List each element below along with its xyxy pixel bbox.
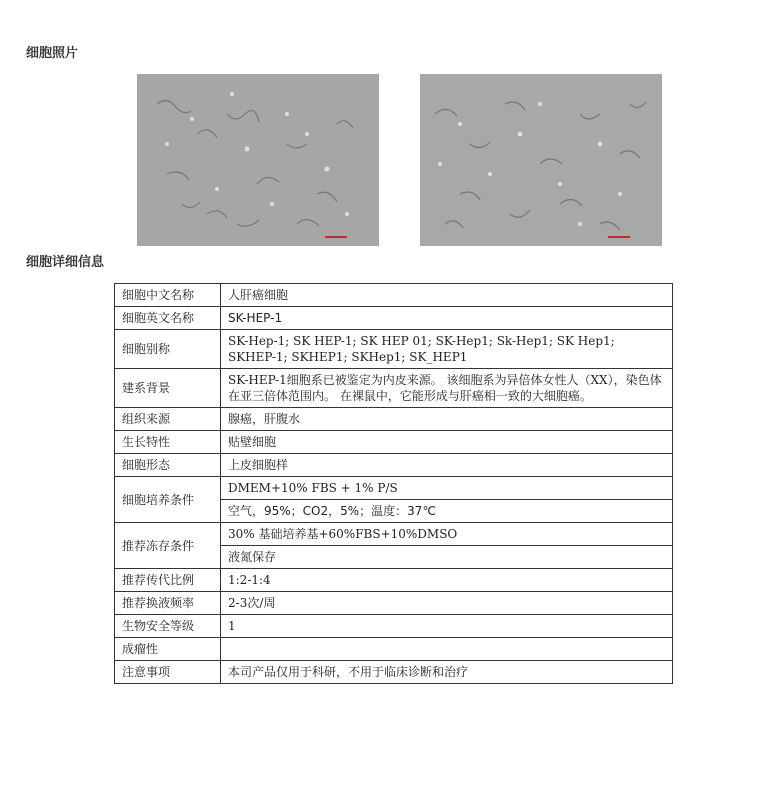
row-value: 腺癌，肝腹水 xyxy=(221,408,673,431)
row-value: SK-HEP-1细胞系已被鉴定为内皮来源。 该细胞系为异倍体女性人（XX），染色体在亚三倍体范围内。 在裸鼠中，它能形成与肝癌相一致的大细胞癌。 xyxy=(221,369,673,408)
row-value: DMEM+10% FBS + 1% P/S xyxy=(221,477,673,500)
table-row xyxy=(115,408,673,431)
row-label: 组织来源 xyxy=(115,408,221,431)
row-value: SK-HEP-1 xyxy=(221,307,673,330)
row-label: 细胞培养条件 xyxy=(115,477,221,523)
table-row xyxy=(115,569,673,592)
row-label: 细胞别称 xyxy=(115,330,221,369)
section-title-photos: 细胞照片 xyxy=(26,46,79,61)
table-row xyxy=(115,330,673,369)
row-label: 细胞英文名称 xyxy=(115,307,221,330)
row-label: 细胞形态 xyxy=(115,454,221,477)
row-value: 1:2-1:4 xyxy=(221,569,673,592)
row-label: 生物安全等级 xyxy=(115,615,221,638)
row-value: 2-3次/周 xyxy=(221,592,673,615)
cell-micrograph-image xyxy=(137,74,379,246)
row-value: 贴壁细胞 xyxy=(221,431,673,454)
row-label: 注意事项 xyxy=(115,661,221,684)
row-value: 1 xyxy=(221,615,673,638)
row-label: 成瘤性 xyxy=(115,638,221,661)
table-row xyxy=(115,661,673,684)
table-row xyxy=(115,615,673,638)
row-value: 人肝癌细胞 xyxy=(221,284,673,307)
row-value: SK-Hep-1; SK HEP-1; SK HEP 01; SK-Hep1; Sk-Hep1; SK Hep1; SKHEP-1; SKHEP1; SKHep1; SK_HEP1 xyxy=(221,330,673,369)
row-value: 上皮细胞样 xyxy=(221,454,673,477)
table-row xyxy=(115,523,673,546)
row-value: 30% 基础培养基+60%FBS+10%DMSO xyxy=(221,523,673,546)
row-label: 建系背景 xyxy=(115,369,221,408)
cell-info-table xyxy=(114,283,673,684)
row-label: 生长特性 xyxy=(115,431,221,454)
table-row xyxy=(115,638,673,661)
row-value: 本司产品仅用于科研，不用于临床诊断和治疗 xyxy=(221,661,673,684)
row-value xyxy=(221,638,673,661)
section-title-info: 细胞详细信息 xyxy=(26,255,105,270)
cell-micrograph-image xyxy=(420,74,662,246)
row-label: 推荐冻存条件 xyxy=(115,523,221,569)
micrograph-drawing xyxy=(137,74,379,246)
table-row xyxy=(115,477,673,500)
row-value: 空气，95%；CO2，5%；温度：37℃ xyxy=(221,500,673,523)
table-row xyxy=(115,307,673,330)
table-row xyxy=(115,284,673,307)
table-row xyxy=(115,592,673,615)
row-label: 推荐换液频率 xyxy=(115,592,221,615)
table-row xyxy=(115,369,673,408)
micrograph-drawing xyxy=(420,74,662,246)
row-label: 推荐传代比例 xyxy=(115,569,221,592)
table-row xyxy=(115,431,673,454)
row-value: 液氮保存 xyxy=(221,546,673,569)
table-row xyxy=(115,454,673,477)
row-label: 细胞中文名称 xyxy=(115,284,221,307)
